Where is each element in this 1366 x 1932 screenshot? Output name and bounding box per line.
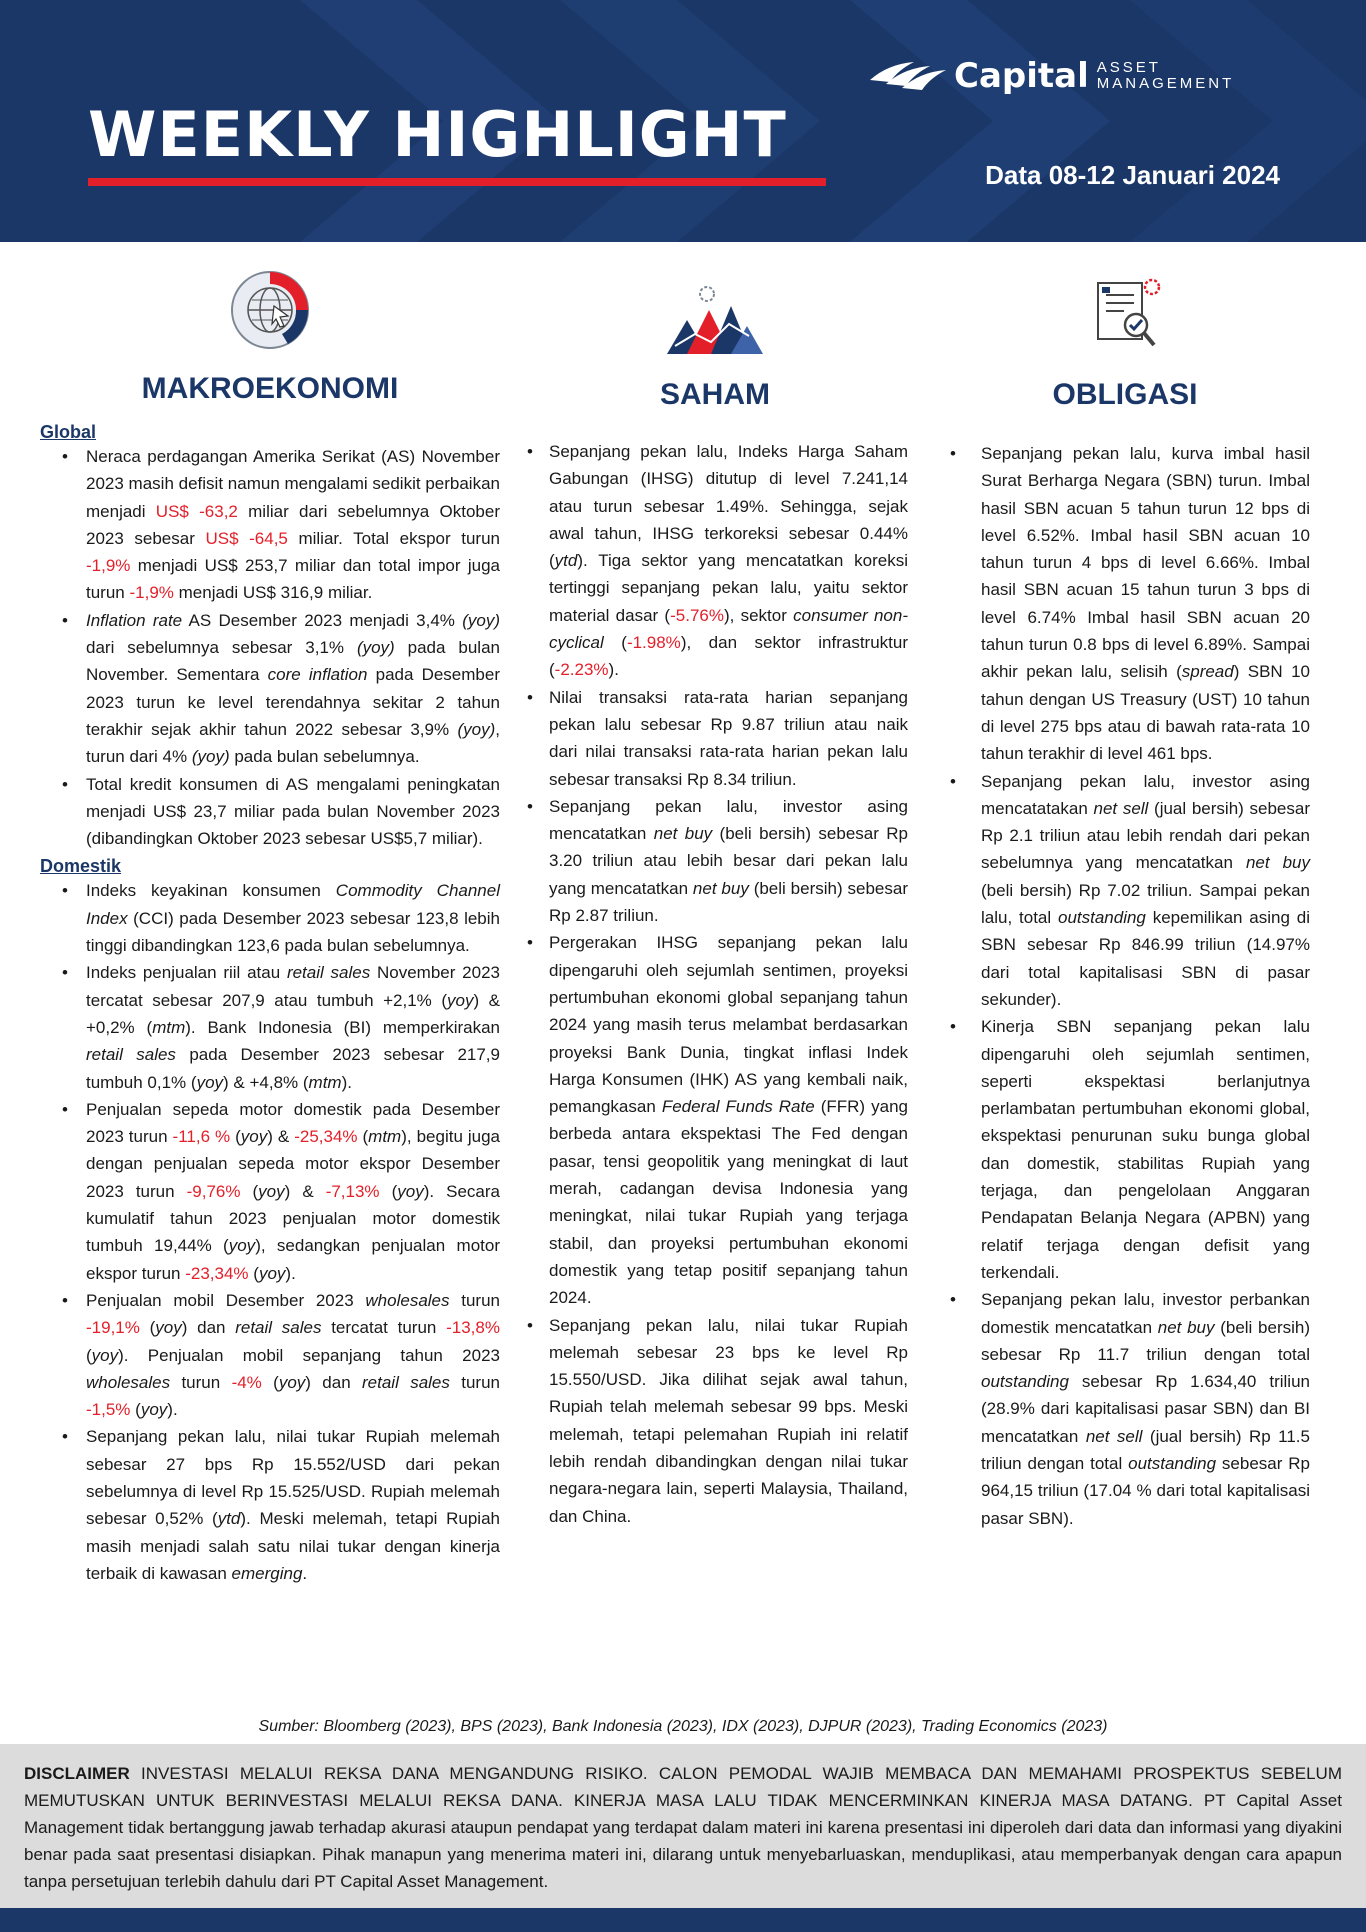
list-item: • Sepanjang pekan lalu, nilai tukar Rupiah melemah sebesar 27 bps Rp 15.552/USD dari pekan sebelumnya di level Rp 15.525/USD. Rupiah melemah sebesar 0,52% (ytd). Meski melemah, tetapi Rupiah masih menjadi salah satu nilai tukar dengan kinerja terbaik di kawasan emerging. [40, 1423, 500, 1587]
saham-title: SAHAM [660, 378, 770, 411]
list-item: • Nilai transaksi rata-rata harian sepanjang pekan lalu sebesar Rp 9.87 triliun atau naik dari nilai transaksi rata-rata harian pekan lalu sebesar transaksi Rp 8.34 triliun. [522, 684, 908, 793]
list-item: • Sepanjang pekan lalu, investor asing mencatatkan net buy (beli bersih) sebesar Rp 3.20 triliun atau lebih besar dari pekan lalu yang mencatatkan net buy (beli bersih) sebesar Rp 2.87 triliun. [522, 793, 908, 929]
company-logo [868, 56, 1234, 96]
chevron-decoration [850, 0, 1110, 242]
source-note: Sumber: Bloomberg (2023), BPS (2023), Bank Indonesia (2023), IDX (2023), DJPUR (2023), Trading Economics (2023) [258, 1718, 1108, 1735]
footer-bar [0, 1908, 1366, 1932]
list-item: • Total kredit konsumen di AS mengalami peningkatan menjadi US$ 23,7 miliar pada bulan November 2023 (dibandingkan Oktober 2023 sebesar US$5,7 miliar). [40, 771, 500, 853]
domestik-heading: Domestik [40, 856, 122, 877]
header-banner [0, 0, 1366, 242]
list-item: • Indeks penjualan riil atau retail sales November 2023 tercatat sebesar 207,9 atau tumbuh +2,1% (yoy) & +0,2% (mtm). Bank Indonesia (BI) memperkirakan retail sales pada Desember 2023 sebesar 217,9 tumbuh 0,1% (yoy) & +4,8% (mtm). [40, 959, 500, 1095]
report-date: Data 08-12 Januari 2024 [985, 160, 1280, 190]
list-item: • Penjualan mobil Desember 2023 wholesales turun -19,1% (yoy) dan retail sales tercatat turun -13,8% (yoy). Penjualan mobil sepanjang tahun 2023 wholesales turun -4% (yoy) dan retail sales turun -1,5% (yoy). [40, 1287, 500, 1423]
list-item: • Indeks keyakinan konsumen Commodity Channel Index (CCI) pada Desember 2023 sebesar 123,8 lebih tinggi dibandingkan 123,6 pada bulan sebelumnya. [40, 877, 500, 959]
list-item: • Pergerakan IHSG sepanjang pekan lalu dipengaruhi oleh sejumlah sentimen, proyeksi pertumbuhan ekonomi global sepanjang tahun 2024 yang masih terus melambat berdasarkan proyeksi Bank Dunia, tingkat inflasi Indek Harga Konsumen (IHK) AS yang kembali naik, pemangkasan Federal Funds Rate (FFR) yang berbeda antara ekspektasi The Fed dengan pasar, tensi geopolitik yang meningkat di laut merah, cadangan devisa Indonesia yang meningkat, nilai tukar Rupiah yang terjaga stabil, dan proyeksi pertumbuhan ekonomi domestik yang tetap positif sepanjang tahun 2024. [522, 929, 908, 1311]
document-search-icon [940, 262, 1310, 358]
disclaimer-box [0, 1744, 1366, 1908]
brand-name: Capital [954, 56, 1089, 96]
global-heading: Global [40, 422, 97, 442]
saham-column [522, 262, 908, 1530]
brand-subtitle [1097, 60, 1235, 92]
capital-logo-icon [868, 58, 948, 94]
obligasi-list [940, 440, 1310, 1532]
globe-icon [40, 262, 500, 358]
list-item: • Kinerja SBN sepanjang pekan lalu dipengaruhi oleh sejumlah sentimen, seperti ekspektasi berlanjutnya perlambatan pertumbuhan ekonomi global, ekspektasi penurunan suku bunga global dan domestik, stabilitas Rupiah yang terjaga, dan pengelolaan Anggaran Pendapatan Belanja Negara (APBN) yang relatif terjaga dengan defisit yang terkendali. [940, 1013, 1310, 1286]
list-item: • Sepanjang pekan lalu, kurva imbal hasil Surat Berharga Negara (SBN) turun. Imbal hasil SBN acuan 5 tahun turun 12 bps di level 6.52%. Imbal hasil SBN acuan 10 tahun turun 4 bps di level 6.66%. Imbal hasil SBN acuan 15 tahun turun 3 bps di level 6.74% Imbal hasil SBN acuan 20 tahun turun 0.8 bps di level 6.89%. Sampai akhir pekan lalu, selisih (spread) SBN 10 tahun dengan US Treasury (UST) 10 tahun di level 275 bps atau di bawah rata-rata 10 tahun terakhir di level 461 bps. [940, 440, 1310, 768]
brand-sub-line2: MANAGEMENT [1096, 75, 1235, 92]
makroekonomi-column [40, 262, 500, 1587]
list-item: • Penjualan sepeda motor domestik pada Desember 2023 turun -11,6 % (yoy) & -25,34% (mtm), begitu juga dengan penjualan sepeda motor ekspor Desember 2023 turun -9,76% (yoy) & -7,13% (yoy). Secara kumulatif tahun 2023 penjualan motor domestik tumbuh 19,44% (yoy), sedangkan penjualan motor ekspor turun -23,34% (yoy). [40, 1096, 500, 1287]
disclaimer-text: INVESTASI MELALUI REKSA DANA MENGANDUNG RISIKO. CALON PEMODAL WAJIB MEMBACA DAN MEMAHAMI PROSPEKTUS SEBELUM MEMUTUSKAN UNTUK BERINVESTASI MELALUI REKSA DANA. KINERJA MASA LALU TIDAK MENCERMINKAN KINERJA MASA DATANG. PT Capital Asset Management tidak bertanggung jawab terhadap akurasi ataupun pendapat yang terdapat dalam materi ini karena presentasi ini diperoleh dari data dan informasi yang diyakini benar pada saat presentasi disiapkan. Pihak manapun yang menerima materi ini, dilarang untuk menyebarluaskan, menduplikasi, atau memperbanyak dengan cara apapun tanpa persetujuan terlebih dahulu dari PT Capital Asset Management. [24, 1764, 1342, 1891]
brand-sub-line1: ASSET [1096, 59, 1161, 76]
saham-list [522, 438, 908, 1530]
list-item: • Inflation rate AS Desember 2023 menjadi 3,4% (yoy) dari sebelumnya sebesar 3,1% (yoy) pada bulan November. Sementara core inflation pada Desember 2023 turun ke level terendahnya sekitar 2 tahun terakhir sejak akhir tahun 2022 sebesar 3,9% (yoy), turun dari 4% (yoy) pada bulan sebelumnya. [40, 607, 500, 771]
list-item: • Sepanjang pekan lalu, investor perbankan domestik mencatatkan net buy (beli bersih) sebesar Rp 11.7 triliun dengan total outstanding sebesar Rp 1.634,40 triliun (28.9% dari kapitalisasi pasar SBN) dan BI mencatatkan net sell (jual bersih) Rp 11.5 triliun dengan total outstanding sebesar Rp 964,15 triliun (17.04 % dari total kapitalisasi pasar SBN). [940, 1286, 1310, 1532]
obligasi-title: OBLIGASI [1052, 378, 1198, 411]
obligasi-column [940, 262, 1310, 1532]
list-item: • Sepanjang pekan lalu, investor asing mencatatakan net sell (jual bersih) sebesar Rp 2.1 triliun atau lebih rendah dari pekan sebelumnya yang mencatatkan net buy (beli bersih) Rp 7.02 triliun. Sampai pekan lalu, total outstanding kepemilikan asing di SBN sebesar Rp 846.99 triliun (14.97% dari total kapitalisasi SBN di pasar sekunder). [940, 768, 1310, 1014]
title-underline [88, 178, 826, 186]
chevron-decoration [1130, 0, 1366, 242]
page-title: WEEKLY HIGHLIGHT [88, 98, 787, 171]
global-list [40, 443, 500, 852]
list-item: • Neraca perdagangan Amerika Serikat (AS) November 2023 masih defisit namun mengalami sedikit perbaikan menjadi US$ -63,2 miliar dari sebelumnya Oktober 2023 sebesar US$ -64,5 miliar. Total ekspor turun -1,9% menjadi US$ 253,7 miliar dan total impor juga turun -1,9% menjadi US$ 316,9 miliar. [40, 443, 500, 607]
domestik-list [40, 877, 500, 1587]
makroekonomi-title: MAKROEKONOMI [141, 372, 399, 405]
list-item: • Sepanjang pekan lalu, Indeks Harga Saham Gabungan (IHSG) ditutup di level 7.241,14 atau turun sebesar 1.49%. Sehingga, sejak awal tahun, IHSG terkoreksi sebesar 0.44% (ytd). Tiga sektor yang mencatatkan koreksi tertinggi sepanjang pekan lalu, yaitu sektor material dasar (-5.76%), sektor consumer non-cyclical (-1.98%), dan sektor infrastruktur (-2.23%). [522, 438, 908, 684]
mountain-chart-icon [522, 262, 908, 358]
list-item: • Sepanjang pekan lalu, nilai tukar Rupiah melemah sebesar 23 bps ke level Rp 15.550/USD. Jika dilihat sejak awal tahun, Rupiah telah melemah sebesar 99 bps. Meski melemah, tetapi pelemahan Rupiah ini relatif lebih rendah dibandingkan dengan nilai tukar negara-negara lain, seperti Malaysia, Thailand, dan China. [522, 1312, 908, 1530]
disclaimer-label: DISCLAIMER [24, 1764, 130, 1783]
